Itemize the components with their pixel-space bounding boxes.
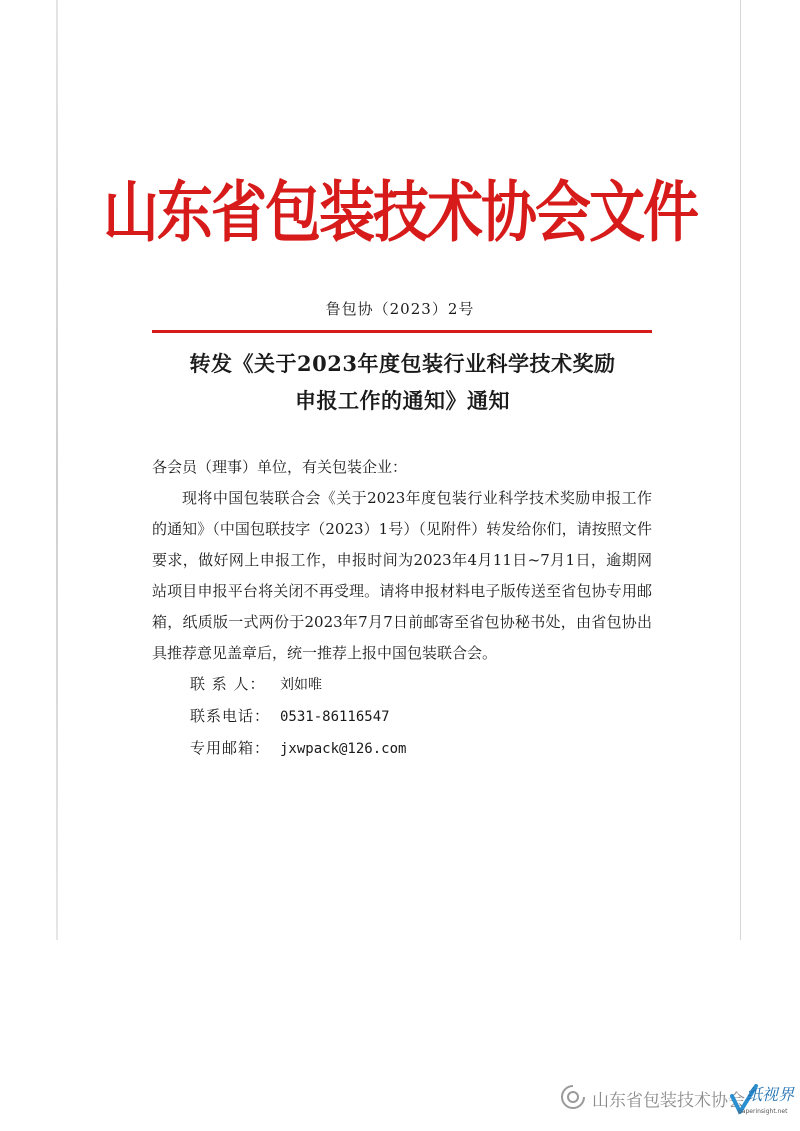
contact-phone <box>152 701 652 733</box>
document-title: 山东省包装技术协会文件 <box>103 173 697 252</box>
watermark-account-name: 山东省包装技术协会 <box>592 1091 745 1111</box>
contact-email-label: 专用邮箱： <box>190 739 271 757</box>
scan-edge-left <box>56 0 58 940</box>
logo-subtext: paperinsight.net <box>738 1108 788 1115</box>
contact-email <box>152 733 652 765</box>
document-number: 鲁包协（2023）2号 <box>325 300 475 318</box>
contact-person-label: 联 系 人： <box>190 675 266 693</box>
contact-email-value[interactable]: jxwpack@126.com <box>280 741 407 757</box>
subject-heading <box>150 345 655 419</box>
scan-edge-right <box>740 0 741 940</box>
body-paragraph: 现将中国包装联合会《关于2023年度包装行业科学技术奖励申报工作的通知》（中国包联技字（2023）1号）（见附件）转发给你们，请按照文件要求，做好网上申报工作，申报时间为2023年4月11日~7月1日，逾期网站项目申报平台将关闭不再受理。请将申报材料电子版传送至省包协专用邮箱，纸质版一式两份于2023年7月7日前邮寄至省包协秘书处，由省包协出具推荐意见盖章后，统一推荐上报中国包装联合会。 <box>152 489 652 662</box>
wechat-official-account-icon <box>560 1084 586 1110</box>
salutation: 各会员（理事）单位，有关包装企业： <box>152 458 408 476</box>
document-body <box>152 452 652 765</box>
contact-person-value: 刘如唯 <box>280 677 322 693</box>
red-divider <box>152 330 652 333</box>
subject-line-1: 转发《关于2023年度包装行业科学技术奖励 <box>189 351 616 376</box>
contact-phone-value: 0531-86116547 <box>280 709 390 725</box>
contact-phone-label: 联系电话： <box>190 707 271 725</box>
subject-line-2: 申报工作的通知》通知 <box>295 388 510 413</box>
contact-person <box>152 669 652 701</box>
watermark <box>560 1078 795 1126</box>
logo-text: 纸视界 <box>746 1085 795 1104</box>
